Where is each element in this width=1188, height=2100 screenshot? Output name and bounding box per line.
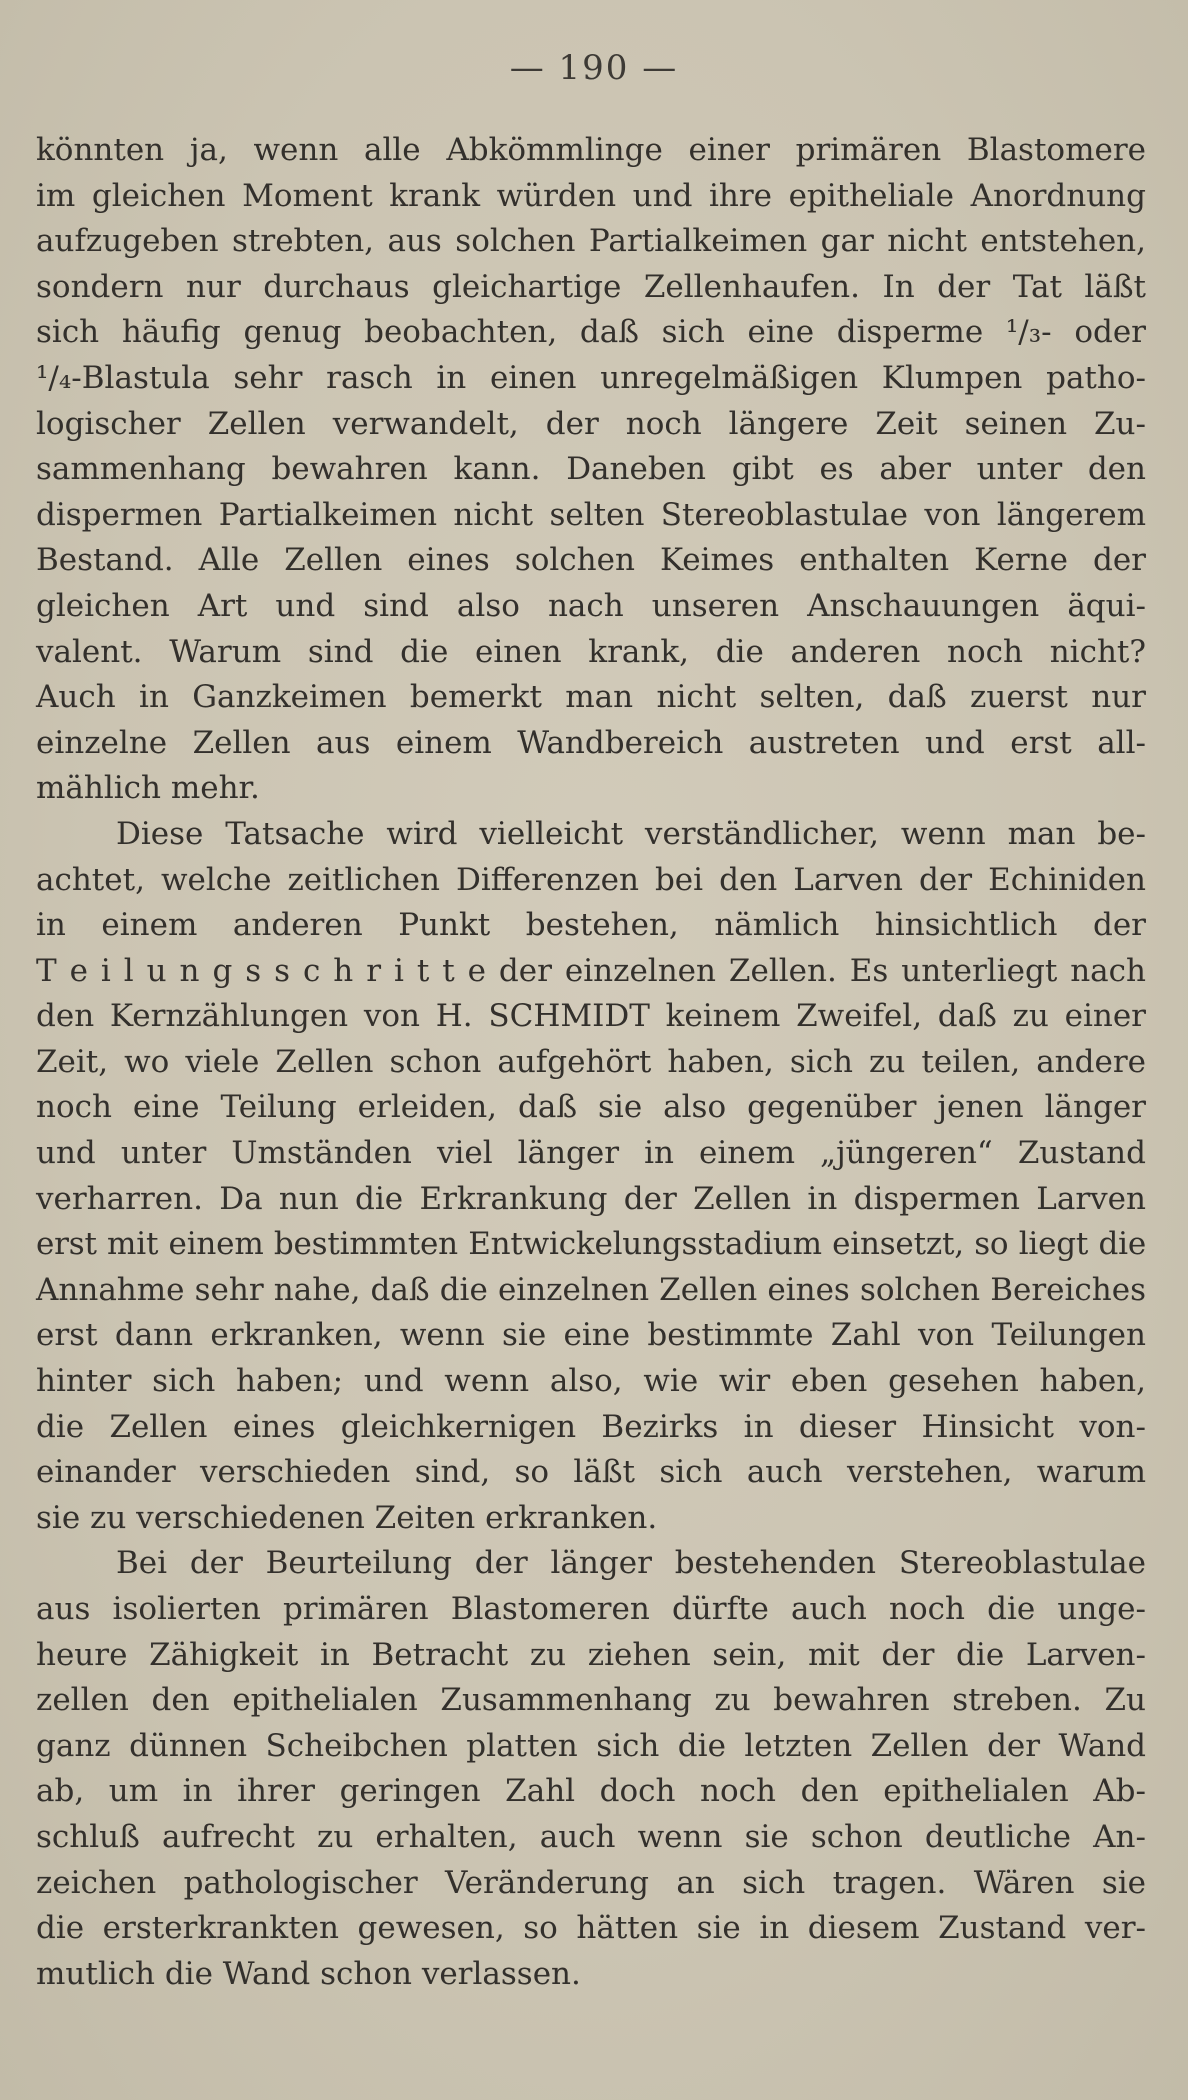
page-number: — 190 — [509,48,679,88]
text-line: ganz dünnen Scheibchen platten sich die letzten Zellen der Wand [36,1727,1146,1764]
text-line: dispermen Partialkeimen nicht selten Stereoblastulae von längerem [36,496,1146,533]
text-line: im gleichen Moment krank würden und ihre epitheliale Anordnung [36,177,1146,214]
text-line: könnten ja, wenn alle Abkömmlinge einer primären Blastomere [36,132,1146,168]
text-line: erst dann erkranken, wenn sie eine bestimmte Zahl von Teilungen [36,1317,1146,1354]
text-line: und unter Umständen viel länger in einem „jüngeren“ Zustand [36,1135,1146,1172]
text-line: achtet, welche zeitlichen Differenzen bei den Larven der Echiniden [36,861,1146,898]
text-line: Bestand. Alle Zellen eines solchen Keimes enthalten Kerne der [36,542,1146,579]
text-line: in einem anderen Punkt bestehen, nämlich hinsichtlich der [36,907,1146,944]
text-line: einander verschieden sind, so läßt sich auch verstehen, warum [36,1454,1146,1491]
text-line: gleichen Art und sind also nach unseren Anschauungen äqui- [36,587,1146,624]
text-line: logischer Zellen verwandelt, der noch längere Zeit seinen Zu- [36,405,1146,442]
text-line: zellen den epithelialen Zusammenhang zu bewahren streben. Zu [36,1682,1146,1719]
text-line: hinter sich haben; und wenn also, wie wir eben gesehen haben, [36,1363,1146,1400]
paragraph-2 [36,812,1146,1542]
text-line: sich häufig genug beobachten, daß sich eine disperme ¹/₃- oder [36,314,1146,351]
text-line: valent. Warum sind die einen krank, die anderen noch nicht? [36,633,1146,670]
text-line: erst mit einem bestimmten Entwickelungsstadium einsetzt, so liegt die [36,1226,1146,1263]
text-line: sie zu verschiedenen Zeiten erkranken. [36,1499,658,1536]
text-line: verharren. Da nun die Erkrankung der Zellen in dispermen Larven [36,1180,1146,1217]
text-line: Auch in Ganzkeimen bemerkt man nicht selten, daß zuerst nur [36,679,1146,716]
text-line: ab, um in ihrer geringen Zahl doch noch den epithelialen Ab- [36,1773,1146,1810]
text-line: aus isolierten primären Blastomeren dürfte auch noch die unge- [36,1591,1146,1627]
text-line: ¹/₄-Blastula sehr rasch in einen unregelmäßigen Klumpen patho- [36,359,1146,396]
text-line: heure Zähigkeit in Betracht zu ziehen sein, mit der die Larven- [36,1636,1146,1673]
text-line: Bei der Beurteilung der länger bestehenden Stereoblastulae [116,1545,1146,1582]
text-line: mutlich die Wand schon verlassen. [36,1955,581,1992]
text-line: Zeit, wo viele Zellen schon aufgehört haben, sich zu teilen, andere [36,1043,1146,1080]
paragraph-1 [36,128,1146,812]
text-line: T e i l u n g s s c h r i t t e der einzelnen Zellen. Es unterliegt nach [36,952,1146,989]
text-line: zeichen pathologischer Veränderung an sich tragen. Wären sie [36,1864,1146,1901]
text-line: mählich mehr. [36,770,260,807]
text-line: Annahme sehr nahe, daß die einzelnen Zellen eines solchen Bereiches [36,1271,1146,1308]
text-line: die ersterkrankten gewesen, so hätten sie in diesem Zustand ver- [36,1910,1146,1947]
text-line: aufzugeben strebten, aus solchen Partialkeimen gar nicht entstehen, [36,223,1146,260]
text-line: sammenhang bewahren kann. Daneben gibt es aber unter den [36,451,1146,488]
text-line: sondern nur durchaus gleichartige Zellenhaufen. In der Tat läßt [36,268,1146,305]
paragraph-3 [36,1541,1146,1997]
text-line: den Kernzählungen von H. SCHMIDT keinem Zweifel, daß zu einer [36,998,1146,1035]
text-line: noch eine Teilung erleiden, daß sie also gegenüber jenen länger [36,1089,1146,1126]
text-line: einzelne Zellen aus einem Wandbereich austreten und erst all- [36,724,1146,761]
text-line: schluß aufrecht zu erhalten, auch wenn sie schon deutliche An- [36,1818,1146,1855]
text-line: die Zellen eines gleichkernigen Bezirks in dieser Hinsicht von- [36,1408,1146,1445]
text-line: Diese Tatsache wird vielleicht verständlicher, wenn man be- [116,815,1146,852]
body-text [36,128,1146,1997]
